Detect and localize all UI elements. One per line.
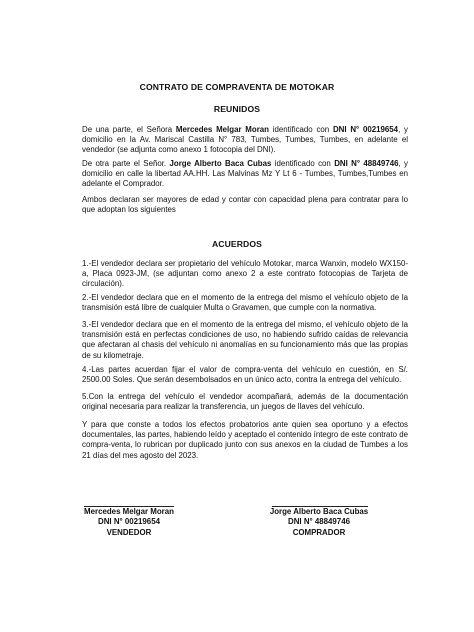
paragraph-party-seller bbox=[82, 125, 408, 156]
acuerdo-item-5: 5.Con la entrega del vehículo el vendedor acompañará, además de la documentación original necesaria para realizar la transferencia, un juegos de llaves del vehículo. bbox=[82, 392, 408, 412]
signature-block-seller bbox=[39, 507, 219, 538]
seller-role: VENDEDOR bbox=[106, 527, 152, 537]
acuerdo-item-2: 2.-El vendedor declara que en el momento de la entrega del mismo el vehículo objeto de la transmisión está libre de cualquier Multa o Gravamen, que cumple con la normativa. bbox=[82, 293, 408, 313]
buyer-role: COMPRADOR bbox=[292, 527, 346, 537]
section-heading-acuerdos: ACUERDOS bbox=[212, 239, 262, 249]
buyer-name: Jorge Alberto Baca Cubas bbox=[269, 507, 369, 516]
party2-dni: DNI N° 48849746 bbox=[334, 159, 399, 168]
party2-details: , y domicilio en calle la libertad AA.HH. Las Malvinas Mz Y Lt 6 - Tumbes, Tumbes,Tumbes en adelante el Comprador. bbox=[82, 159, 408, 189]
party1-intro: De una parte, el Señora bbox=[82, 125, 176, 134]
party2-intro: De otra parte el Señor. bbox=[82, 159, 170, 168]
document-title: CONTRATO DE COMPRAVENTA DE MOTOKAR bbox=[139, 82, 335, 92]
party1-name: Mercedes Melgar Moran bbox=[175, 125, 269, 134]
seller-dni: DNI N° 00219654 bbox=[98, 517, 160, 527]
paragraph-closing: Y para que conste a todos los efectos probatorios ante quien sea oportuno y a efectos documentales, las partes, habiendo leído y aceptado el contenido íntegro de este contrato de compra-venta, lo rubrican por duplicado junto con sus anexos en la ciudad de Tumbes a los 21 días del mes agosto del 2023. bbox=[82, 420, 408, 460]
party2-name: Jorge Alberto Baca Cubas bbox=[169, 159, 272, 168]
acuerdo-item-4: 4.-Las partes acuerdan fijar el valor de compra-venta del vehículo en cuestión, en S/. 2500.00 Soles. Que serán desembolsados en un único acto, contra la entrega del vehículo. bbox=[82, 365, 408, 385]
party2-mid: identificado con bbox=[271, 159, 335, 168]
seller-name: Mercedes Melgar Moran bbox=[84, 507, 174, 516]
party1-dni: DNI N° 00219654 bbox=[332, 125, 399, 134]
acuerdo-item-1: 1.-El vendedor declara ser propietario del vehículo Motokar, marca Wanxin, modelo WX150-a, Placa 0923-JM, (se adjuntan como anexo 2 a este contrato fotocopias de Tarjeta de circulación). bbox=[82, 259, 408, 289]
signature-block-buyer bbox=[229, 507, 409, 538]
paragraph-ambos: Ambos declaran ser mayores de edad y contar con capacidad plena para contratar para lo que adoptan los siguientes bbox=[82, 195, 408, 215]
party1-details: , y domicilio en la Av. Mariscal Castilla N° 783, Tumbes, Tumbes, Tumbes, en adelante el vendedor (se adjunta como anexo 1 fotocopia del DNI). bbox=[82, 125, 408, 155]
acuerdo-item-3: 3.-El vendedor declara que en el momento de la entrega del mismo, el vehículo objeto de la transmisión está en perfectas condiciones de uso, no habiendo sufrido caídas de relevancia que afectaran al chasis del vehículo ni anomalías en su funcionamiento más que las propias de su kilometraje. bbox=[82, 320, 408, 360]
paragraph-party-buyer bbox=[82, 159, 408, 190]
buyer-dni: DNI N° 48849746 bbox=[288, 517, 350, 527]
section-heading-reunidos: REUNIDOS bbox=[213, 104, 261, 114]
party1-mid: identificado con bbox=[268, 125, 333, 134]
